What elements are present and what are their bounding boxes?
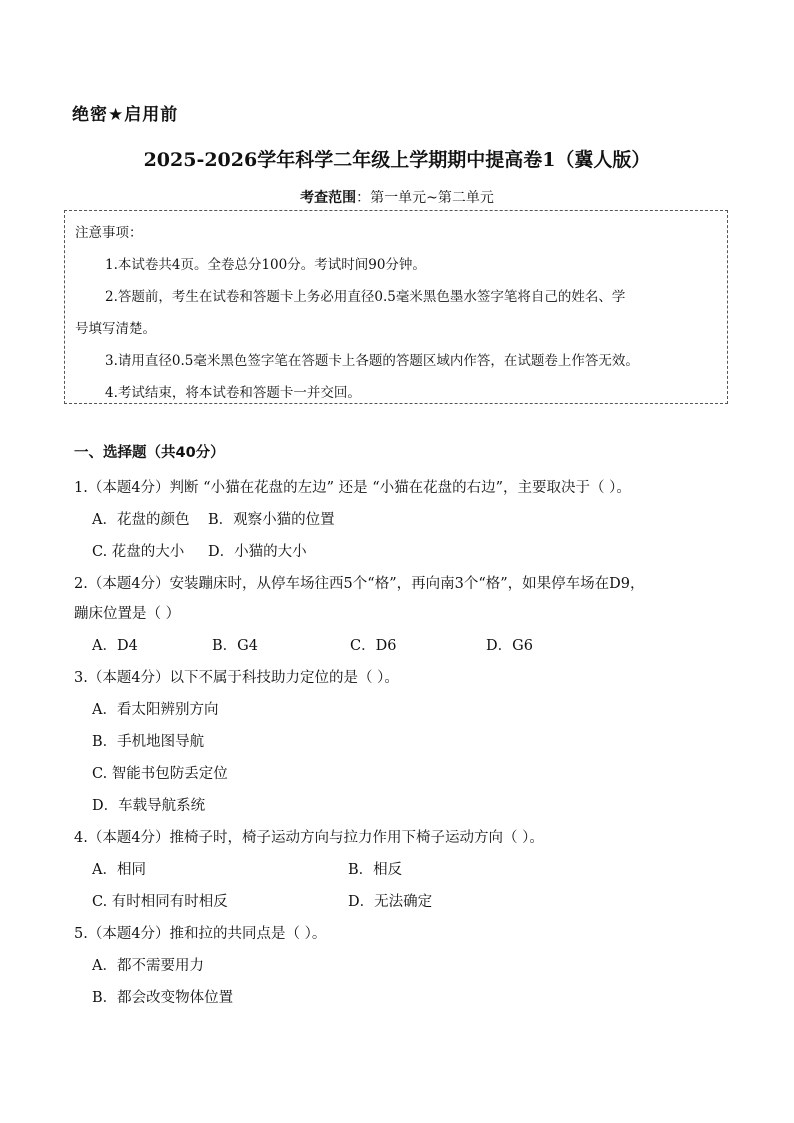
exam-scope-value: ：第一单元~第二单元 bbox=[356, 190, 494, 206]
question-stem: 2.（本题4分）安装蹦床时，从停车场往西5个“格”，再向南3个“格”，如果停车场在D9， bbox=[74, 576, 645, 592]
option-a: A．相同 bbox=[92, 862, 146, 878]
notice-heading: 注意事项： bbox=[75, 225, 143, 241]
option-a: A．都不需要用力 bbox=[92, 958, 204, 974]
option-b: B．观察小猫的位置 bbox=[208, 512, 335, 528]
confidential-label: 绝密★启用前 bbox=[72, 105, 179, 125]
option-b: B．G4 bbox=[212, 638, 258, 654]
option-d: D．G6 bbox=[486, 638, 533, 654]
section-heading: 一、选择题（共40分） bbox=[74, 445, 225, 461]
option-d: D．车载导航系统 bbox=[92, 798, 206, 814]
notice-line: 号填写清楚。 bbox=[75, 321, 156, 337]
option-c: C. 智能书包防丢定位 bbox=[92, 766, 228, 782]
exam-scope bbox=[0, 187, 794, 207]
notice-line: 2.答题前，考生在试卷和答题卡上务必用直径0.5毫米黑色墨水签字笔将自己的姓名、学 bbox=[105, 289, 626, 305]
option-a: A．看太阳辨别方向 bbox=[92, 702, 219, 718]
question-stem: 4.（本题4分）推椅子时，椅子运动方向与拉力作用下椅子运动方向（ ）。 bbox=[74, 830, 544, 846]
option-a: A．D4 bbox=[92, 638, 138, 654]
question-stem-continued: 蹦床位置是（ ） bbox=[74, 606, 181, 622]
notice-line: 3.请用直径0.5毫米黑色签字笔在答题卡上各题的答题区域内作答，在试题卷上作答无效。 bbox=[105, 353, 639, 369]
option-a: A．花盘的颜色 bbox=[92, 512, 190, 528]
question-stem: 1.（本题4分）判断 “小猫在花盘的左边” 还是 “小猫在花盘的右边”，主要取决于（ ）。 bbox=[74, 480, 631, 496]
exam-scope-label: 考查范围 bbox=[300, 190, 357, 206]
question-stem: 3.（本题4分）以下不属于科技助力定位的是（ ）。 bbox=[74, 670, 399, 686]
option-c: C. 花盘的大小 bbox=[92, 544, 185, 560]
option-c: C. 有时相同有时相反 bbox=[92, 894, 228, 910]
option-c: C．D6 bbox=[350, 638, 397, 654]
notice-line: 4.考试结束，将本试卷和答题卡一并交回。 bbox=[105, 385, 361, 401]
option-b: B．相反 bbox=[348, 862, 403, 878]
option-b: B．手机地图导航 bbox=[92, 734, 205, 750]
option-b: B．都会改变物体位置 bbox=[92, 990, 234, 1006]
notice-box bbox=[64, 210, 728, 404]
question-stem: 5.（本题4分）推和拉的共同点是（ ）。 bbox=[74, 926, 327, 942]
option-d: D．无法确定 bbox=[348, 894, 433, 910]
notice-line: 1.本试卷共4页。全卷总分100分。考试时间90分钟。 bbox=[105, 257, 426, 273]
exam-title: 2025-2026学年科学二年级上学期期中提高卷1（冀人版） bbox=[143, 149, 651, 171]
option-d: D．小猫的大小 bbox=[208, 544, 307, 560]
